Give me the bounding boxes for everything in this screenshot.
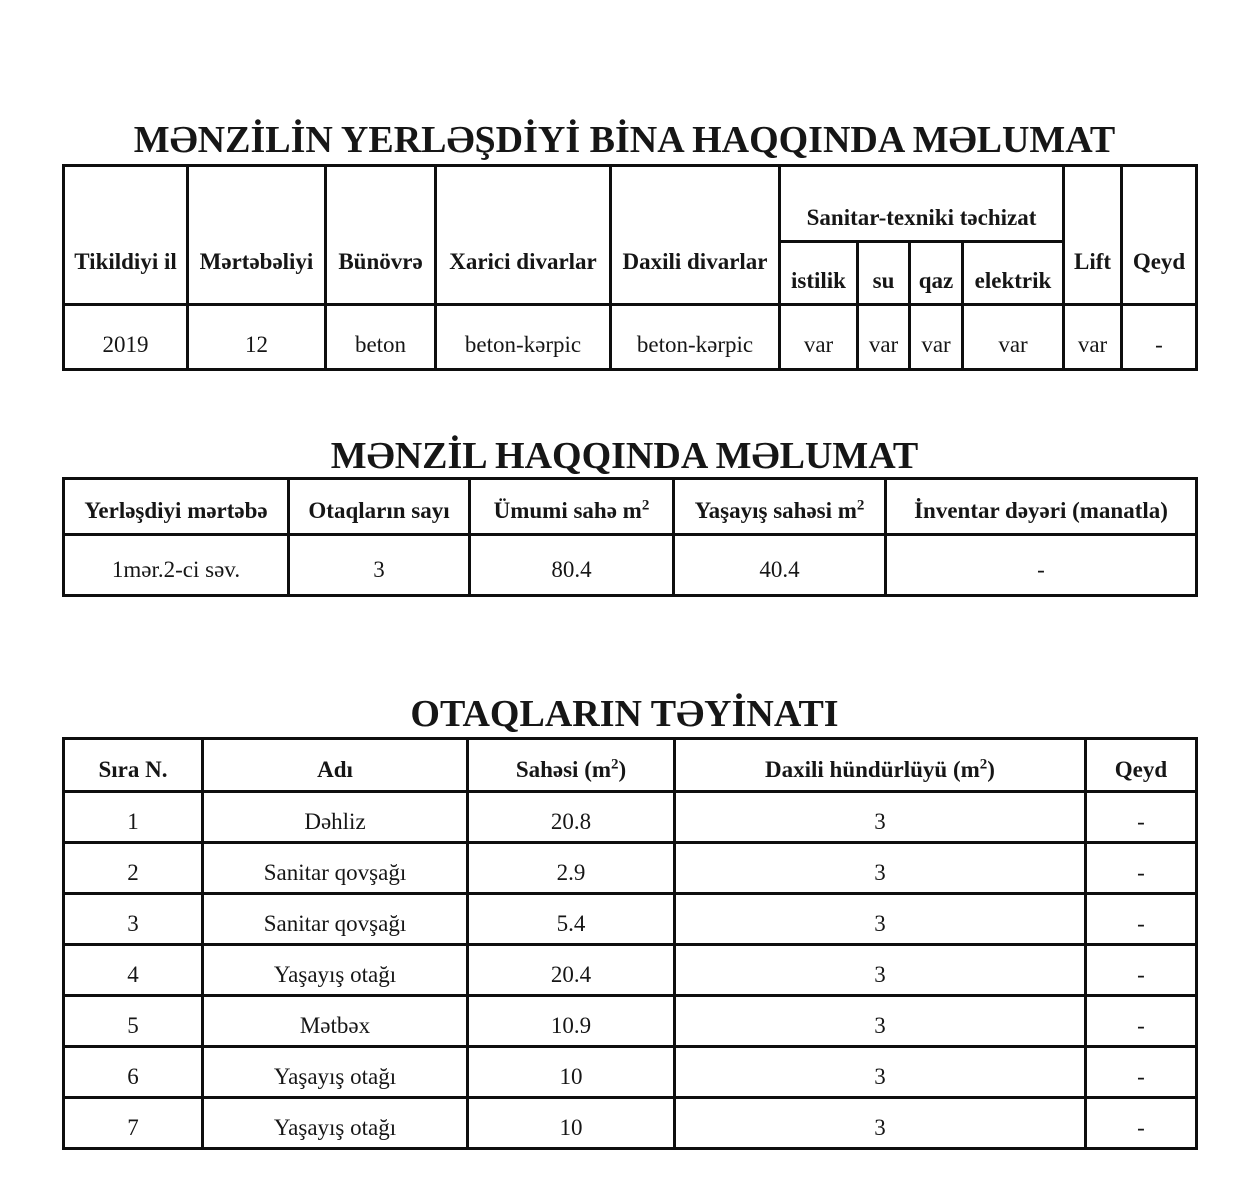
header-lift: Lift bbox=[1064, 166, 1122, 305]
apartment-data-row bbox=[64, 535, 1197, 596]
cell-tikildiyi-il: 2019 bbox=[64, 305, 188, 370]
cell-hundurluyu: 3 bbox=[675, 996, 1086, 1047]
cell-bunovre: beton bbox=[326, 305, 436, 370]
header-umumi-sahe: Ümumi sahə $m^2$ bbox=[470, 479, 674, 535]
cell-umumi-sahe: 80.4 bbox=[470, 535, 674, 596]
cell-qeyd: - bbox=[1086, 792, 1197, 843]
cell-hundurluyu: 3 bbox=[675, 843, 1086, 894]
cell-qeyd: - bbox=[1086, 1098, 1197, 1149]
header-yerlesdiyi-mertebe: Yerləşdiyi mərtəbə bbox=[64, 479, 289, 535]
cell-sahesi: 10.9 bbox=[468, 996, 675, 1047]
cell-xarici-divarlar: beton-kərpic bbox=[436, 305, 611, 370]
cell-sahesi: 10 bbox=[468, 1047, 675, 1098]
cell-sahesi: 10 bbox=[468, 1098, 675, 1149]
room-row bbox=[64, 843, 1197, 894]
cell-qeyd: - bbox=[1086, 843, 1197, 894]
header-adi: Adı bbox=[203, 739, 468, 792]
cell-qaz: var bbox=[910, 305, 963, 370]
building-data-row bbox=[64, 305, 1197, 370]
rooms-table-title: OTAQLARIN TƏYİNATI bbox=[410, 693, 839, 735]
building-info-table bbox=[62, 164, 1198, 371]
cell-sira: 3 bbox=[64, 894, 203, 945]
cell-inventar-deyeri: - bbox=[886, 535, 1197, 596]
header-xarici-divarlar: Xarici divarlar bbox=[436, 166, 611, 305]
cell-yerlesdiyi-mertebe: 1mər.2-ci səv. bbox=[64, 535, 289, 596]
cell-sira: 5 bbox=[64, 996, 203, 1047]
header-inventar-deyeri: İnventar dəyəri (manatla) bbox=[886, 479, 1197, 535]
cell-qeyd: - bbox=[1086, 894, 1197, 945]
cell-adi: Yaşayış otağı bbox=[203, 945, 468, 996]
cell-elektrik: var bbox=[963, 305, 1064, 370]
cell-sahesi: 20.4 bbox=[468, 945, 675, 996]
cell-sira: 7 bbox=[64, 1098, 203, 1149]
building-table-title: MƏNZİLİN YERLƏŞDİYİ BİNA HAQQINDA MƏLUMAT bbox=[133, 119, 1116, 161]
cell-hundurluyu: 3 bbox=[675, 1098, 1086, 1149]
cell-hundurluyu: 3 bbox=[675, 792, 1086, 843]
cell-qeyd: - bbox=[1086, 1047, 1197, 1098]
room-row bbox=[64, 792, 1197, 843]
cell-daxili-divarlar: beton-kərpic bbox=[611, 305, 780, 370]
superscript-2: 2 bbox=[641, 497, 650, 514]
cell-mertebeliyi: 12 bbox=[188, 305, 326, 370]
cell-adi: Dəhliz bbox=[203, 792, 468, 843]
header-tikildiyi-il: Tikildiyi il bbox=[64, 166, 188, 305]
header-sira-n: Sıra N. bbox=[64, 739, 203, 792]
header-qeyd: Qeyd bbox=[1122, 166, 1197, 305]
header-daxili-hundurluyu: Daxili hündürlüyü $(m^2)$ bbox=[675, 739, 1086, 792]
header-qaz: qaz bbox=[910, 242, 963, 305]
superscript-2: 2 bbox=[856, 497, 865, 514]
cell-yasayis-sahesi: 40.4 bbox=[674, 535, 886, 596]
header-elektrik: elektrik bbox=[963, 242, 1064, 305]
header-rooms-qeyd: Qeyd bbox=[1086, 739, 1197, 792]
cell-sahesi: 20.8 bbox=[468, 792, 675, 843]
cell-sira: 6 bbox=[64, 1047, 203, 1098]
cell-sahesi: 2.9 bbox=[468, 843, 675, 894]
cell-istilik: var bbox=[780, 305, 858, 370]
header-yasayis-sahesi: Yaşayış sahəsi $m^2$ bbox=[674, 479, 886, 535]
superscript-2: 2 bbox=[979, 756, 988, 773]
header-istilik: istilik bbox=[780, 242, 858, 305]
superscript-2: 2 bbox=[611, 756, 619, 773]
header-daxili-divarlar: Daxili divarlar bbox=[611, 166, 780, 305]
header-mertebeliyi: Mərtəbəliyi bbox=[188, 166, 326, 305]
room-row bbox=[64, 996, 1197, 1047]
header-sahesi: Sahəsi $(m^2)$ bbox=[468, 739, 675, 792]
cell-adi: Yaşayış otağı bbox=[203, 1098, 468, 1149]
cell-sahesi: 5.4 bbox=[468, 894, 675, 945]
cell-qeyd: - bbox=[1086, 945, 1197, 996]
cell-hundurluyu: 3 bbox=[675, 894, 1086, 945]
room-row bbox=[64, 1098, 1197, 1149]
room-row bbox=[64, 1047, 1197, 1098]
cell-adi: Mətbəx bbox=[203, 996, 468, 1047]
header-bunovre: Bünövrə bbox=[326, 166, 436, 305]
header-su: su bbox=[858, 242, 910, 305]
cell-qeyd: - bbox=[1086, 996, 1197, 1047]
cell-adi: Sanitar qovşağı bbox=[203, 843, 468, 894]
cell-hundurluyu: 3 bbox=[675, 1047, 1086, 1098]
cell-qeyd: - bbox=[1122, 305, 1197, 370]
room-row bbox=[64, 945, 1197, 996]
cell-sira: 1 bbox=[64, 792, 203, 843]
cell-su: var bbox=[858, 305, 910, 370]
apartment-info-table bbox=[62, 477, 1198, 597]
cell-sira: 2 bbox=[64, 843, 203, 894]
cell-adi: Yaşayış otağı bbox=[203, 1047, 468, 1098]
cell-otaqlarin-sayi: 3 bbox=[289, 535, 470, 596]
cell-hundurluyu: 3 bbox=[675, 945, 1086, 996]
rooms-table bbox=[62, 737, 1198, 1150]
apartment-table-title: MƏNZİL HAQQINDA MƏLUMAT bbox=[330, 435, 919, 477]
cell-sira: 4 bbox=[64, 945, 203, 996]
cell-adi: Sanitar qovşağı bbox=[203, 894, 468, 945]
room-row bbox=[64, 894, 1197, 945]
header-otaqlarin-sayi: Otaqların sayı bbox=[289, 479, 470, 535]
cell-lift: var bbox=[1064, 305, 1122, 370]
header-sanitar-texniki-group: Sanitar-texniki təchizat bbox=[780, 166, 1064, 242]
